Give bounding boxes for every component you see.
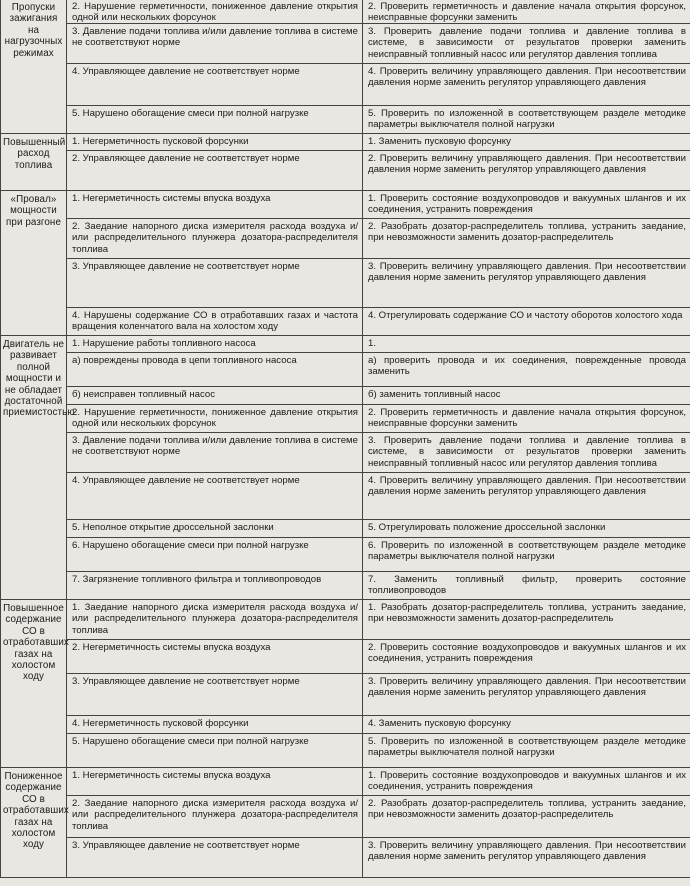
cause-text: 3. Управляющее давление не соответствует норме: [72, 840, 300, 851]
cause-cell: [67, 259, 363, 308]
remedy-cell: [363, 600, 690, 640]
remedy-cell: [363, 572, 690, 600]
table-body: [1, 0, 690, 878]
cause-text: 3. Управляющее давление не соответствует норме: [72, 261, 300, 272]
cause-cell: [67, 473, 363, 520]
table-row: [1, 520, 690, 538]
remedy-cell: [363, 106, 690, 134]
table-row: [1, 151, 690, 191]
cause-cell: [67, 24, 363, 64]
cause-cell: [67, 538, 363, 572]
cause-cell: [67, 796, 363, 838]
remedy-cell: [363, 734, 690, 768]
cause-cell: [67, 308, 363, 336]
table-row: [1, 106, 690, 134]
cause-cell: [67, 64, 363, 106]
remedy-text: 1. Проверить состояние воздухопроводов и вакуумных шлангов и их соединения, устранить повреждения: [368, 193, 686, 216]
cause-text: 5. Неполное открытие дроссельной заслонки: [72, 522, 274, 533]
remedy-text: 5. Проверить по изложенной в соответствующем разделе методике параметры выключателя полной нагрузки: [368, 736, 686, 759]
cause-cell: [67, 572, 363, 600]
remedy-cell: [363, 640, 690, 674]
cause-text: 3. Давление подачи топлива и/или давление топлива в системе не соответствуют норме: [72, 435, 358, 458]
remedy-text: 4. Проверить величину управляющего давления. При несоответствии давления норме заменить регулятор управляющего давления: [368, 66, 686, 89]
table-row: [1, 572, 690, 600]
remedy-cell: [363, 433, 690, 473]
table-row: [1, 716, 690, 734]
cause-cell: [67, 0, 363, 24]
table-row: [1, 387, 690, 405]
cause-text: 4. Управляющее давление не соответствует норме: [72, 66, 300, 77]
remedy-cell: [363, 353, 690, 387]
cause-cell: [67, 838, 363, 878]
cause-text: 4. Нарушены содержание СО в отработавших газах и частота вращения коленчатого вала на холостом ходу: [72, 310, 358, 333]
cause-cell: [67, 716, 363, 734]
symptom-cell: Пониженное содержание СО в отработавших газах на холостом ходу: [1, 768, 67, 878]
table-row: [1, 0, 690, 24]
table-row: [1, 259, 690, 308]
cause-text: 1. Негерметичность пусковой форсунки: [72, 136, 249, 147]
cause-cell: [67, 674, 363, 716]
symptom-cell: «Провал» мощности при разгоне: [1, 191, 67, 336]
remedy-text: 3. Проверить давление подачи топлива и давление топлива в системе, в зависимости от результатов проверки заменить неисправный топливный насос или регулятор давления топлива: [368, 26, 686, 60]
cause-cell: [67, 520, 363, 538]
table-row: [1, 191, 690, 219]
cause-text: 5. Нарушено обогащение смеси при полной нагрузке: [72, 108, 309, 119]
table-row: [1, 64, 690, 106]
remedy-text: 4. Отрегулировать содержание СО и частоту оборотов холостого хода: [368, 310, 683, 321]
cause-cell: [67, 405, 363, 433]
cause-text: 1. Негерметичность системы впуска воздуха: [72, 193, 271, 204]
cause-cell: [67, 600, 363, 640]
remedy-text: 2. Проверить величину управляющего давления. При несоответствии давления норме заменить регулятор управляющего давления: [368, 153, 686, 176]
remedy-cell: [363, 473, 690, 520]
table-row: [1, 353, 690, 387]
table-row: [1, 336, 690, 353]
cause-cell: [67, 191, 363, 219]
remedy-cell: [363, 259, 690, 308]
remedy-text: 2. Проверить состояние воздухопроводов и вакуумных шлангов и их соединения, устранить повреждения: [368, 642, 686, 665]
remedy-cell: [363, 387, 690, 405]
cause-text: 1. Заедание напорного диска измерителя расхода воздуха и/или распределительного плунжера дозатора-распределителя топлива: [72, 602, 358, 636]
table-row: [1, 405, 690, 433]
cause-cell: [67, 768, 363, 796]
symptom-cell: Повышенное содержание СО в отработавших газах на холостом ходу: [1, 600, 67, 768]
cause-text: 3. Давление подачи топлива и/или давление топлива в системе не соответствуют норме: [72, 26, 358, 49]
remedy-cell: [363, 219, 690, 259]
remedy-text: 2. Проверить герметичность и давление начала открытия форсунок, неисправные форсунки заменить: [368, 1, 686, 22]
remedy-cell: [363, 838, 690, 878]
cause-text: 3. Управляющее давление не соответствует норме: [72, 676, 300, 687]
cause-cell: [67, 640, 363, 674]
remedy-cell: [363, 538, 690, 572]
remedy-cell: [363, 405, 690, 433]
remedy-text: 1.: [368, 338, 377, 349]
cause-cell: [67, 734, 363, 768]
cause-text: 2. Нарушение герметичности, пониженное давление открытия одной или нескольких форсунок: [72, 407, 358, 430]
remedy-text: 5. Отрегулировать положение дроссельной заслонки: [368, 522, 606, 533]
remedy-cell: [363, 134, 690, 151]
remedy-cell: [363, 674, 690, 716]
remedy-text: 1. Проверить состояние воздухопроводов и вакуумных шлангов и их соединения, устранить повреждения: [368, 770, 686, 793]
table-row: [1, 640, 690, 674]
remedy-text: 1. Разобрать дозатор-распределитель топлива, устранить заедание, при невозможности заменить дозатор-распределитель: [368, 602, 686, 625]
table-row: [1, 768, 690, 796]
remedy-cell: [363, 191, 690, 219]
table-row: [1, 674, 690, 716]
remedy-cell: [363, 336, 690, 353]
cause-cell: [67, 106, 363, 134]
cause-cell: [67, 387, 363, 405]
symptom-cell: Повышенный расход топлива: [1, 134, 67, 191]
table-row: [1, 433, 690, 473]
remedy-cell: [363, 24, 690, 64]
remedy-text: 3. Проверить величину управляющего давления. При несоответствии давления норме заменить регулятор управляющего давления: [368, 261, 686, 284]
cause-text: 2. Нарушение герметичности, пониженное давление открытия одной или нескольких форсунок: [72, 1, 358, 22]
remedy-cell: [363, 0, 690, 24]
symptom-cell: Пропуски зажигания на нагрузочных режимах: [1, 0, 67, 134]
remedy-text: а) проверить провода и их соединения, поврежденные провода заменить: [368, 355, 686, 378]
cause-cell: [67, 433, 363, 473]
remedy-cell: [363, 64, 690, 106]
cause-cell: [67, 336, 363, 353]
remedy-text: б) заменить топливный насос: [368, 389, 501, 400]
cause-text: 4. Управляющее давление не соответствует норме: [72, 475, 300, 486]
cause-cell: [67, 151, 363, 191]
cause-text: а) повреждены провода в цепи топливного насоса: [72, 355, 297, 366]
remedy-text: 3. Проверить величину управляющего давления. При несоответствии давления норме заменить регулятор управляющего давления: [368, 840, 686, 863]
remedy-text: 2. Разобрать дозатор-распределитель топлива, устранить заедание, при невозможности заменить дозатор-распределитель: [368, 221, 686, 244]
table-row: [1, 600, 690, 640]
table-row: [1, 473, 690, 520]
remedy-text: 5. Проверить по изложенной в соответствующем разделе методике параметры выключателя полной нагрузки: [368, 108, 686, 131]
remedy-cell: [363, 308, 690, 336]
cause-text: б) неисправен топливный насос: [72, 389, 216, 400]
remedy-cell: [363, 796, 690, 838]
cause-cell: [67, 219, 363, 259]
remedy-text: 3. Проверить давление подачи топлива и давление топлива в системе, в зависимости от результатов проверки заменить неисправный топливный насос или регулятор давления топлива: [368, 435, 686, 469]
cause-text: 4. Негерметичность пусковой форсунки: [72, 718, 249, 729]
table-row: [1, 24, 690, 64]
table-row: [1, 134, 690, 151]
cause-text: 1. Негерметичность системы впуска воздуха: [72, 770, 271, 781]
remedy-text: 2. Проверить герметичность и давление начала открытия форсунок, неисправные форсунки заменить: [368, 407, 686, 430]
table-row: [1, 219, 690, 259]
table-row: [1, 734, 690, 768]
remedy-cell: [363, 768, 690, 796]
table-row: [1, 538, 690, 572]
remedy-text: 1. Заменить пусковую форсунку: [368, 136, 511, 147]
cause-text: 2. Заедание напорного диска измерителя расхода воздуха и/или распределительного плунжера дозатора-распределителя топлива: [72, 221, 358, 255]
cause-text: 1. Нарушение работы топливного насоса: [72, 338, 256, 349]
cause-cell: [67, 353, 363, 387]
remedy-text: 4. Проверить величину управляющего давления. При несоответствии давления норме заменить регулятор управляющего давления: [368, 475, 686, 498]
cause-text: 2. Управляющее давление не соответствует норме: [72, 153, 300, 164]
cause-text: 2. Негерметичность системы впуска воздуха: [72, 642, 271, 653]
cause-text: 7. Загрязнение топливного фильтра и топливопроводов: [72, 574, 322, 585]
cause-text: 5. Нарушено обогащение смеси при полной нагрузке: [72, 736, 309, 747]
cause-text: 2. Заедание напорного диска измерителя расхода воздуха и/или распределительного плунжера дозатора-распределителя топлива: [72, 798, 358, 832]
remedy-text: 4. Заменить пусковую форсунку: [368, 718, 511, 729]
cause-cell: [67, 134, 363, 151]
remedy-cell: [363, 520, 690, 538]
remedy-cell: [363, 716, 690, 734]
remedy-text: 7. Заменить топливный фильтр, проверить состояние топливопроводов: [368, 574, 686, 597]
table-row: [1, 308, 690, 336]
cause-text: 6. Нарушено обогащение смеси при полной нагрузке: [72, 540, 309, 551]
remedy-text: 2. Разобрать дозатор-распределитель топлива, устранить заедание, при невозможности заменить дозатор-распределитель: [368, 798, 686, 821]
table-row: [1, 796, 690, 838]
remedy-text: 6. Проверить по изложенной в соответствующем разделе методике параметры выключателя полной нагрузки: [368, 540, 686, 563]
table-row: [1, 838, 690, 878]
remedy-text: 3. Проверить величину управляющего давления. При несоответствии давления норме заменить регулятор управляющего давления: [368, 676, 686, 699]
symptom-cell: Двигатель не развивает полной мощности и не обладает достаточной приемистостью: [1, 336, 67, 600]
remedy-cell: [363, 151, 690, 191]
